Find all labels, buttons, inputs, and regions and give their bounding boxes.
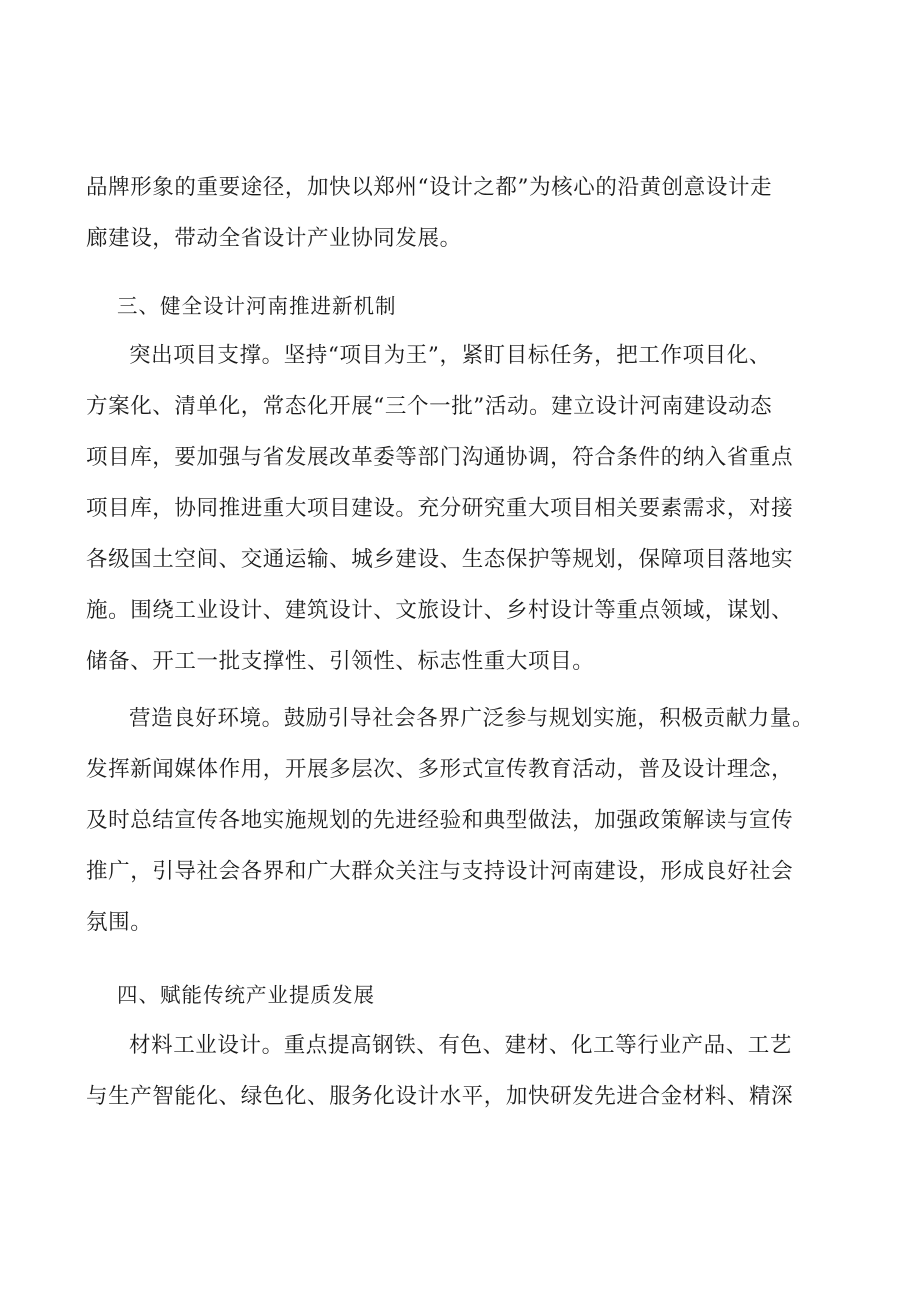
paragraph-first-line: 材料工业设计。重点提高钢铁、有色、建材、化工等行业产品、工艺	[129, 1033, 793, 1058]
body-text-line: 与生产智能化、绿色化、服务化设计水平，加快研发先进合金材料、精深	[86, 1084, 794, 1109]
body-text-line: 氛围。	[86, 910, 153, 935]
body-text-line: 品牌形象的重要途径，加快以郑州“设计之都”为核心的沿黄创意设计走	[86, 175, 773, 200]
section-heading-4: 四、赋能传统产业提质发展	[117, 983, 375, 1007]
body-text-line: 项目库，要加强与省发展改革委等部门沟通协调，符合条件的纳入省重点	[86, 445, 794, 470]
body-text-line: 各级国土空间、交通运输、城乡建设、生态保护等规划，保障项目落地实	[86, 547, 794, 572]
body-text-line: 施。围绕工业设计、建筑设计、文旅设计、乡村设计等重点领域，谋划、	[86, 598, 794, 623]
body-text-line: 廊建设，带动全省设计产业协同发展。	[86, 226, 462, 251]
body-text-line: 及时总结宣传各地实施规划的先进经验和典型做法，加强政策解读与宣传	[86, 808, 794, 833]
paragraph-first-line: 营造良好环境。鼓励引导社会各界广泛参与规划实施，积极贡献力量。	[129, 706, 815, 731]
body-text-line: 方案化、清单化，常态化开展“三个一批”活动。建立设计河南建设动态	[86, 394, 773, 419]
body-text-line: 发挥新闻媒体作用，开展多层次、多形式宣传教育活动，普及设计理念，	[86, 757, 794, 782]
body-text-line: 推广，引导社会各界和广大群众关注与支持设计河南建设，形成良好社会	[86, 859, 794, 884]
body-text-line: 储备、开工一批支撑性、引领性、标志性重大项目。	[86, 649, 595, 674]
body-text-line: 项目库，协同推进重大项目建设。充分研究重大项目相关要素需求，对接	[86, 496, 794, 521]
paragraph-first-line: 突出项目支撑。坚持“项目为王”，紧盯目标任务，把工作项目化、	[129, 343, 771, 368]
section-heading-3: 三、健全设计河南推进新机制	[117, 294, 397, 318]
